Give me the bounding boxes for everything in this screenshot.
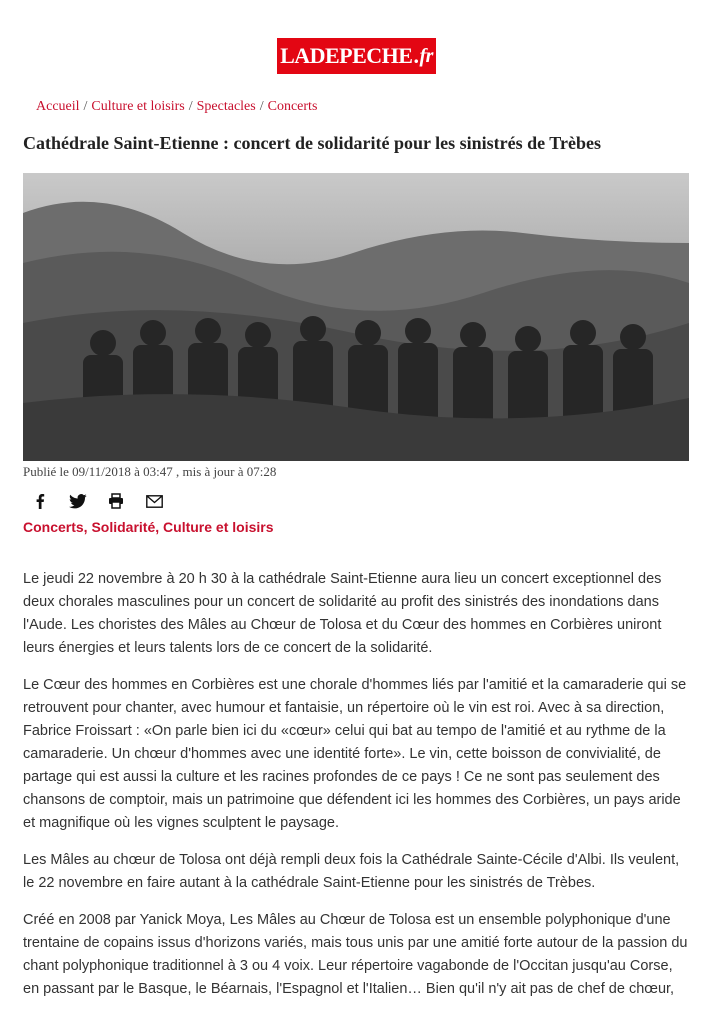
article-body [23,568,691,1015]
facebook-icon[interactable] [30,491,50,511]
breadcrumb-culture-loisirs[interactable]: Culture et loisirs [91,99,185,114]
breadcrumb [36,99,317,115]
article-paragraph: Le jeudi 22 novembre à 20 h 30 à la cathédrale Saint-Etienne aura lieu un concert exceptionnel des deux chorales masculines pour un concert de solidarité au profit des sinistrés des inondations dans l'Aude. Les choristes des Mâles au Chœur de Tolosa et du Cœur des hommes en Corbières uniront leurs énergies et leurs talents lors de ce concert de la solidarité. [23,571,662,656]
publish-date: Publié le 09/11/2018 à 03:47 , mis à jour à 07:28 [23,464,277,479]
print-icon[interactable] [106,491,126,511]
article-photo [23,173,689,461]
article-paragraph: Créé en 2008 par Yanick Moya, Les Mâles au Chœur de Tolosa est un ensemble polyphonique d'une trentaine de copains issus d'horizons variés, mais tous unis par une amitié forte autour de la passion du chant polyphonique traditionnel à 3 ou 4 voix. Leur répertoire vagabonde de l'Occitan jusqu'au Corse, en passant par le Basque, le Béarnais, l'Espagnol et l'Italien… Bien qu'il n'y ait pas de chef de chœur, [23,912,688,997]
article-paragraph: Le Cœur des hommes en Corbières est une chorale d'hommes liés par l'amitié et la camaraderie qui se retrouvent pour chanter, avec humour et fantaisie, un répertoire où le vin est roi. Avec à sa direction, Fabrice Froissart : «On parle bien ici du «cœur» celui qui bat au tempo de l'amitié et au rythme de la camaraderie. Un chœur d'hommes avec une identité forte». Le vin, cette boisson de convivialité, de partage qui est aussi la culture et les racines profondes de ce pays ! Ce ne sont pas seulement des chansons de comptoir, mais un patrimoine que défendent ici les hommes des Corbières, un pays aride et magnifique où les vignes sculptent le paysage. [23,677,687,831]
breadcrumb-separator: / [83,99,88,114]
logo-tld: fr [419,44,433,67]
breadcrumb-separator: / [188,99,193,114]
logo-main: LADEPECHE [280,43,413,68]
breadcrumb-spectacles[interactable]: Spectacles [196,99,256,114]
article-paragraph: Les Mâles au chœur de Tolosa ont déjà rempli deux fois la Cathédrale Sainte-Cécile d'Albi. Ils veulent, le 22 novembre en faire autant à la cathédrale Saint-Etienne pour les sinistrés de Trèbes. [23,852,680,891]
breadcrumb-accueil[interactable]: Accueil [36,99,80,114]
breadcrumb-separator: / [259,99,264,114]
logo-dot: . [413,43,419,68]
breadcrumb-concerts[interactable]: Concerts [267,99,318,114]
site-logo[interactable] [277,38,436,74]
mail-icon[interactable] [144,491,164,511]
article-title: Cathédrale Saint-Etienne : concert de solidarité pour les sinistrés de Trèbes [23,133,601,153]
share-bar [30,491,164,511]
twitter-icon[interactable] [68,491,88,511]
article-tags[interactable]: Concerts, Solidarité, Culture et loisirs [23,519,274,535]
